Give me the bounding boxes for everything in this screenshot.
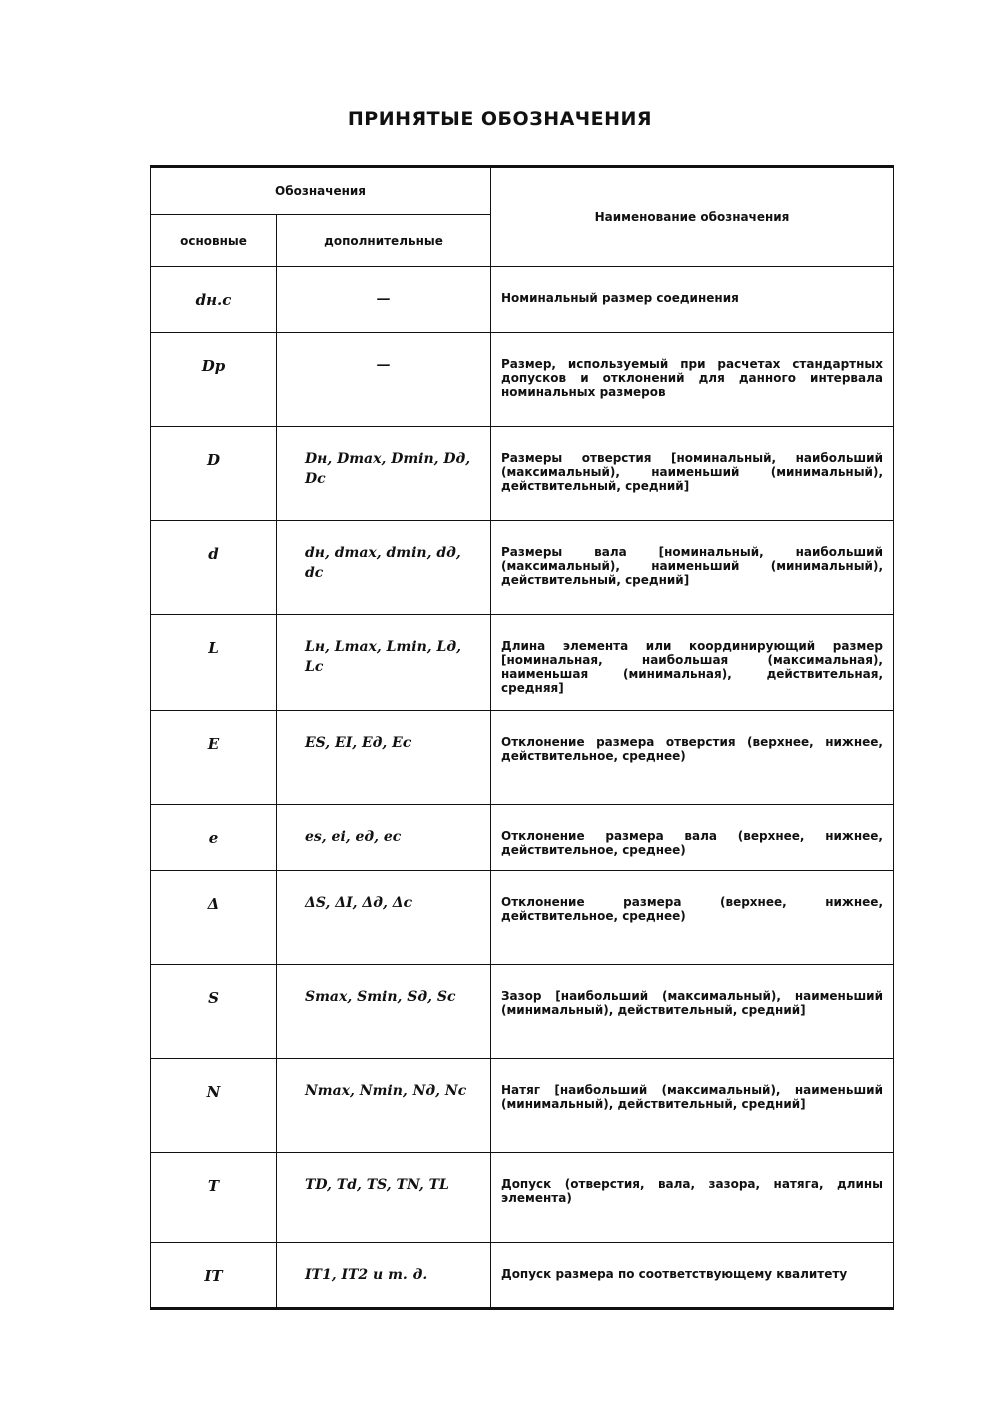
- additional-symbols: Lн, Lmax, Lmin, Lд, Lс: [277, 615, 491, 711]
- notation-description: Номинальный размер соединения: [491, 267, 894, 333]
- additional-symbols: —: [277, 333, 491, 427]
- notation-description: Отклонение размера (верхнее, нижнее, действительное, среднее): [491, 871, 894, 965]
- header-basic: основные: [151, 215, 277, 267]
- notation-description: Допуск (отверстия, вала, зазора, натяга, длины элемента): [491, 1153, 894, 1243]
- additional-symbols: IT1, IT2 и т. д.: [277, 1243, 491, 1309]
- basic-symbol: L: [151, 615, 277, 711]
- additional-symbols: Smax, Smin, Sд, Sс: [277, 965, 491, 1059]
- table-row: [151, 1243, 894, 1309]
- table-row: [151, 1153, 894, 1243]
- basic-symbol: d: [151, 521, 277, 615]
- page-title: ПРИНЯТЫЕ ОБОЗНАЧЕНИЯ: [347, 108, 653, 130]
- header-notations: Обозначения: [151, 167, 491, 215]
- additional-symbols: —: [277, 267, 491, 333]
- basic-symbol: N: [151, 1059, 277, 1153]
- additional-symbols: ΔS, ΔI, Δд, Δс: [277, 871, 491, 965]
- additional-symbols: ES, EI, Eд, Eс: [277, 711, 491, 805]
- basic-symbol: IT: [151, 1243, 277, 1309]
- table-row: [151, 871, 894, 965]
- notation-description: Отклонение размера вала (верхнее, нижнее, действительное, среднее): [491, 805, 894, 871]
- additional-symbols: es, ei, eд, ec: [277, 805, 491, 871]
- notation-description: Допуск размера по соответствующему квалитету: [491, 1243, 894, 1309]
- table-row: [151, 1059, 894, 1153]
- table-body: [151, 267, 894, 1309]
- basic-symbol: D: [151, 427, 277, 521]
- table-row: [151, 615, 894, 711]
- table-row: [151, 333, 894, 427]
- notation-description: Размеры вала [номинальный, наибольший (максимальный), наименьший (минимальный), действительный, средний]: [491, 521, 894, 615]
- header-name: Наименование обозначения: [491, 167, 894, 267]
- additional-symbols: TD, Td, TS, TN, TL: [277, 1153, 491, 1243]
- basic-symbol: dн.с: [151, 267, 277, 333]
- header-additional: дополнительные: [277, 215, 491, 267]
- notation-description: Размер, используемый при расчетах стандартных допусков и отклонений для данного интервала номинальных размеров: [491, 333, 894, 427]
- notation-description: Натяг [наибольший (максимальный), наименьший (минимальный), действительный, средний]: [491, 1059, 894, 1153]
- basic-symbol: e: [151, 805, 277, 871]
- notation-description: Размеры отверстия [номинальный, наибольший (максимальный), наименьший (минимальный), действительный, средний]: [491, 427, 894, 521]
- table-row: [151, 805, 894, 871]
- table-row: [151, 711, 894, 805]
- basic-symbol: Dр: [151, 333, 277, 427]
- table-row: [151, 427, 894, 521]
- additional-symbols: Dн, Dmax, Dmin, Dд, Dс: [277, 427, 491, 521]
- additional-symbols: dн, dmax, dmin, dд, dс: [277, 521, 491, 615]
- table-row: [151, 521, 894, 615]
- basic-symbol: E: [151, 711, 277, 805]
- basic-symbol: S: [151, 965, 277, 1059]
- notation-description: Длина элемента или координирующий размер [номинальная, наибольшая (максимальная), наименьшая (минимальная), действительная, средняя]: [491, 615, 894, 711]
- table-row: [151, 267, 894, 333]
- basic-symbol: T: [151, 1153, 277, 1243]
- additional-symbols: Nmax, Nmin, Nд, Nс: [277, 1059, 491, 1153]
- basic-symbol: Δ: [151, 871, 277, 965]
- notation-description: Отклонение размера отверстия (верхнее, нижнее, действительное, среднее): [491, 711, 894, 805]
- table-row: [151, 965, 894, 1059]
- notation-table: [150, 165, 894, 1310]
- notation-description: Зазор [наибольший (максимальный), наименьший (минимальный), действительный, средний]: [491, 965, 894, 1059]
